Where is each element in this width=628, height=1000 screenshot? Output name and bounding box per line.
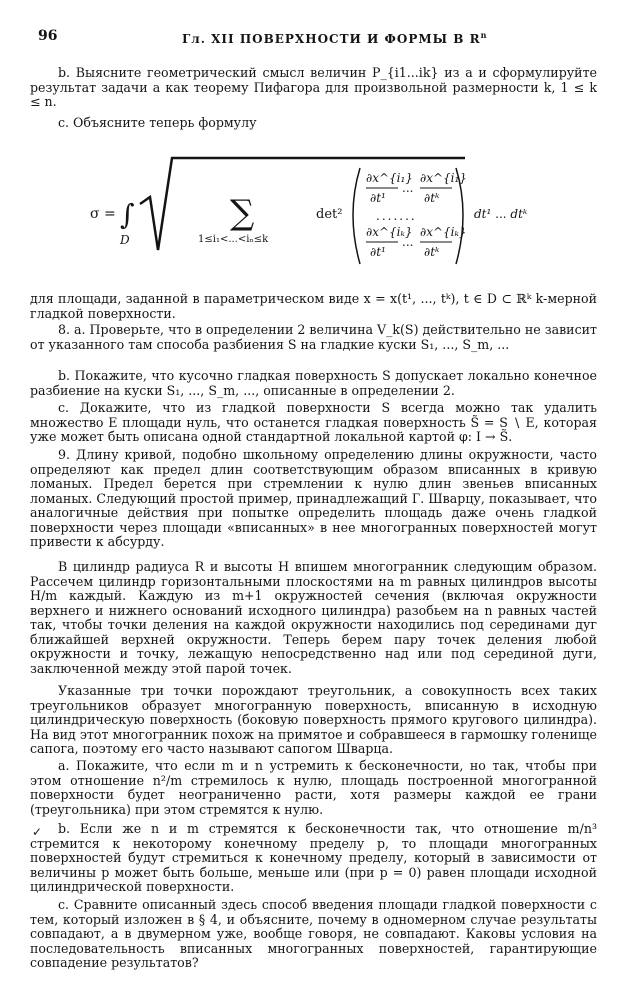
row1-dots: ...: [402, 181, 414, 195]
paragraph-9c: c. Сравните описанный здесь способ введения площади гладкой поверхности с тем, который изложен в § 4, и объясните, почему в одномерном случае результаты совпадают, а в двумерном уже, вообще говоря, не совпадают. Каковы условия на последовательность вписанных многогранных поверхностей, гарантирующие совпадение результатов?: [30, 897, 597, 970]
paragraph-7c-cont: для площади, заданной в параметрическом виде x = x(t¹, ..., tᵏ), t ∈ D ⊂ ℝᵏ k-мерной гладкой поверхности.: [30, 291, 597, 321]
surface-area-formula: [60, 152, 570, 292]
paragraph-8b: b. Покажите, что кусочно гладкая поверхность S допускает локально конечное разбиение на куски S₁, ..., S_m, ..., описанные в определении 2.: [30, 368, 597, 398]
margin-check-mark: ✓: [32, 825, 43, 839]
formula-svg: [60, 152, 570, 292]
radical-sign: [140, 158, 465, 250]
formula-det: det²: [316, 207, 343, 222]
m21-num: ∂x^{iₖ}: [366, 225, 413, 239]
paragraph-9a: a. Покажите, что если m и n устремить к бесконечности, но так, чтобы при этом отношение n²/m стремилось к нулю, площадь построенной многогранной поверхности будет неограниченно расти, хотя размеры каждой ее грани (треугольника) при этом стремятся к нулю.: [30, 758, 597, 817]
m22-num: ∂x^{iₖ}: [420, 225, 467, 239]
paragraph-7c: c. Объясните теперь формулу: [58, 115, 257, 130]
paragraph-9-schwarz-boot: Указанные три точки порождают треугольник, а совокупность всех таких треугольников образует многогранную поверхность, вписанную в исходную цилиндрическую поверхность (боковую поверхность прямого кругового цилиндра). На вид этот многогранник похож на примятое и собравшееся в гармошку голенище сапога, поэтому его часто называют сапогом Шварца.: [30, 683, 597, 756]
m11-den: ∂t¹: [370, 191, 386, 205]
chapter-title-text: Гл. XII ПОВЕРХНОСТИ И ФОРМЫ В R: [182, 32, 481, 46]
paragraph-8a: 8. a. Проверьте, что в определении 2 величина V_k(S) действительно не зависит от указанного там способа разбиения S на гладкие куски S₁, ..., S_m, ...: [30, 322, 597, 352]
formula-sum-index: 1≤i₁<...<iₙ≤k: [198, 234, 269, 245]
m12-den: ∂tᵏ: [424, 191, 440, 205]
paragraph-9b: b. Если же n и m стремятся к бесконечности так, что отношение m/n³ стремится к некоторому конечному пределу p, то площади многогранных поверхностей будут стремиться к конечному пределу, который в зависимости от величины p может быть больше, меньше или (при p = 0) равен площади исходной цилиндрической поверхности.: [30, 821, 597, 894]
m21-den: ∂t¹: [370, 245, 386, 259]
formula-integral: ∫: [120, 198, 135, 231]
m12-num: ∂x^{i₁}: [420, 171, 467, 185]
formula-sum: ∑: [230, 193, 255, 233]
row2-dots: ...: [402, 235, 414, 249]
m11-num: ∂x^{i₁}: [366, 171, 413, 185]
page-header: [0, 28, 628, 48]
m22-den: ∂tᵏ: [424, 245, 440, 259]
formula-tail: dt¹ ... dtᵏ: [474, 207, 528, 221]
chapter-title: [182, 30, 487, 46]
formula-domain: D: [120, 233, 130, 247]
left-paren: [353, 168, 360, 264]
chapter-title-sup: n: [480, 30, 488, 40]
matrix-vdots: .......: [376, 209, 417, 223]
paragraph-7b: b. Выясните геометрический смысл величин P_{i1...ik} из a и сформулируйте результат задачи a как теорему Пифагора для произвольной размерности k, 1 ≤ k ≤ n.: [30, 65, 597, 109]
paragraph-9: 9. Длину кривой, подобно школьному определению длины окружности, часто определяют как предел длин соответствующим образом вписанных в кривую ломаных. Предел берется при стремлении к нулю длин звеньев вписанных ломаных. Следующий простой пример, принадлежащий Г. Шварцу, показывает, что аналогичные действия при попытке определить площадь даже очень гладкой поверхности через площади «вписанных» в нее многогранных поверхностей могут привести к абсурду.: [30, 447, 597, 549]
paragraph-8c: c. Докажите, что из гладкой поверхности S всегда можно так удалить множество E площади нуль, что останется гладкая поверхность S̃ = S ∖ E, которая уже может быть описана одной стандартной локальной картой φ: I → S̃.: [30, 400, 597, 444]
formula-lhs: σ =: [90, 206, 116, 222]
paragraph-9-cylinder: В цилиндр радиуса R и высоты H впишем многогранник следующим образом. Рассечем цилиндр горизонтальными плоскостями на m равных цилиндров высоты H/m каждый. Каждую из m+1 окружностей сечения (включая окружности верхнего и нижнего оснований исходного цилиндра) разобьем на n равных частей так, чтобы точки деления на каждой окружности находились под серединами дуг ближайшей верхней окружности. Теперь берем пару точек деления любой окружности и точку, лежащую непосредственно над или под серединой дуги, заключенной между этой парой точек.: [30, 559, 597, 676]
page-number: 96: [38, 28, 58, 44]
